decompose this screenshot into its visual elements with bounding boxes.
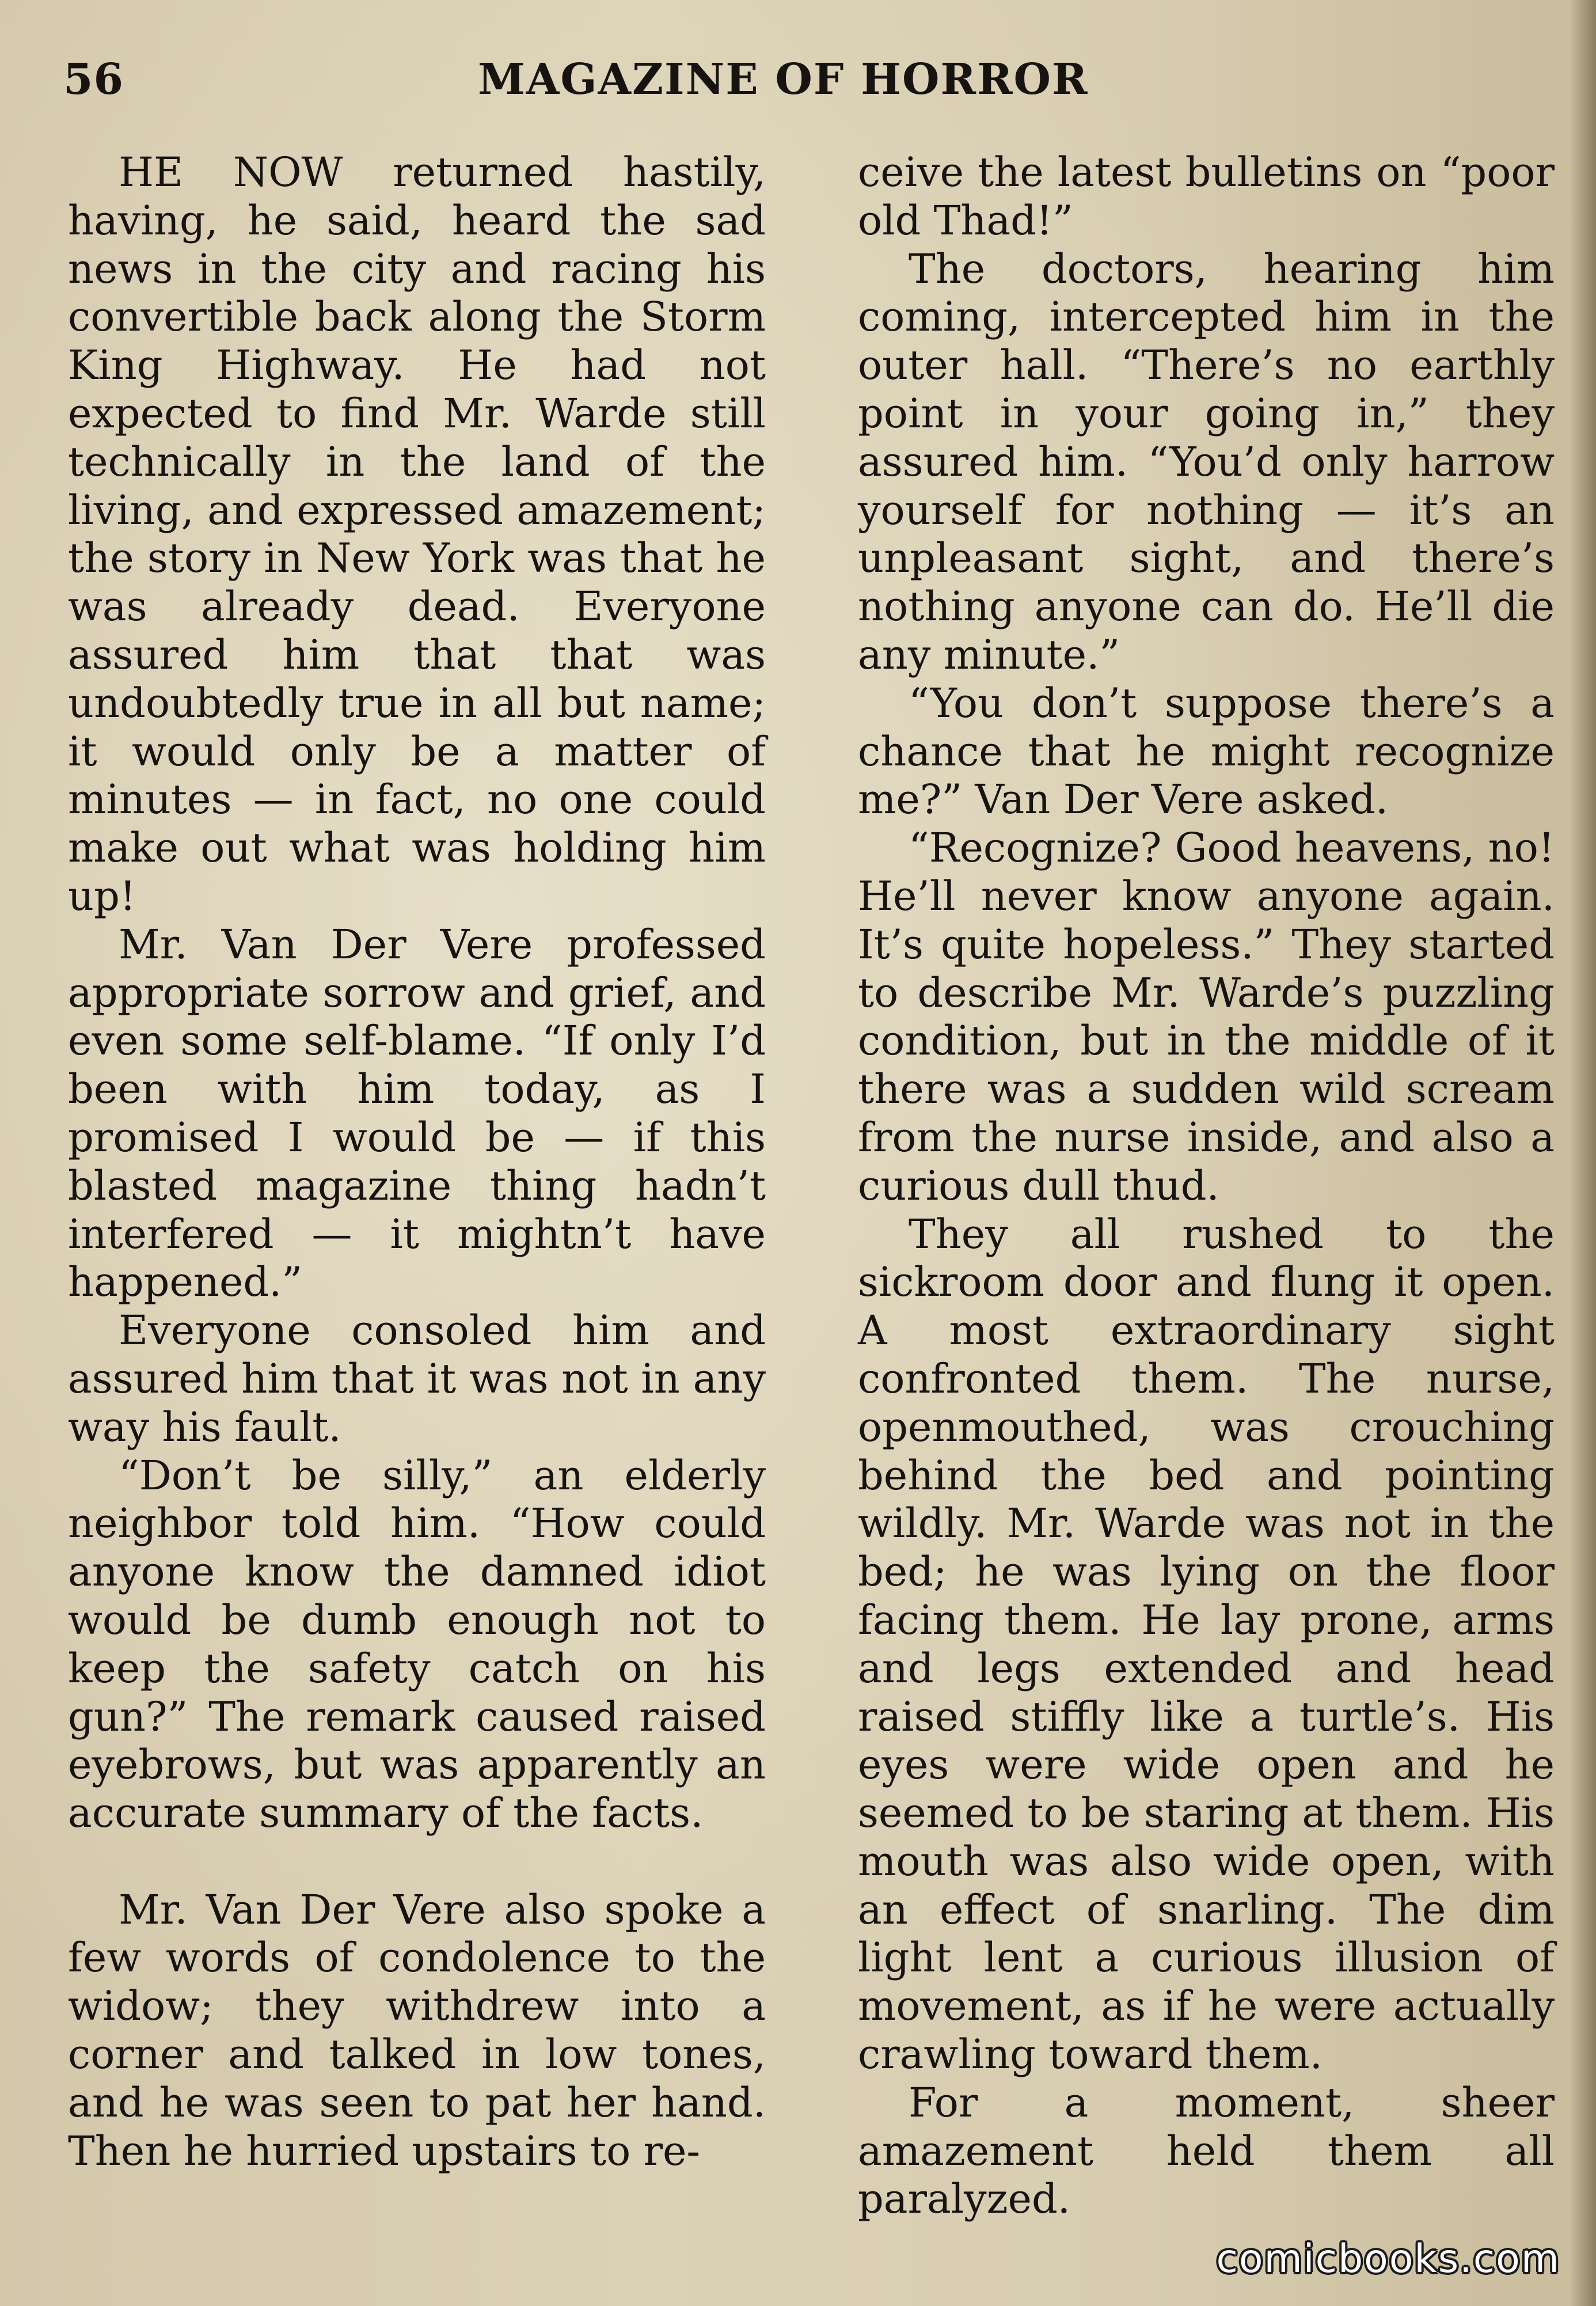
paragraph: The doctors, hearing him coming, intercepted him in the outer hall. “There’s no earthly point in your going in,” they assured him. “You’d only harrow yourself for nothing — it’s an unpleasant sight, and there’s nothing anyone can do. He’ll die any minute.” [858, 245, 1555, 678]
magazine-title: MAGAZINE OF HORROR [478, 55, 1089, 104]
spine-shadow [1570, 0, 1596, 2306]
paragraph: For a moment, sheer amazement held them all paralyzed. [858, 2079, 1555, 2223]
paragraph: “Recognize? Good heavens, no! He’ll never know anyone again. It’s quite hopeless.” They started to describe Mr. Warde’s puzzling condition, but in the middle of it there was a sudden wild scream from the nurse inside, and also a curious dull thud. [858, 824, 1555, 1209]
paragraph: Mr. Van Der Vere professed appropriate sorrow and grief, and even some self-blame. “If only I’d been with him today, as I promised I would be — if this blasted magazine thing hadn’t interfered — it mightn’t have happened.” [68, 920, 766, 1306]
paragraph: HE NOW returned hastily, having, he said, heard the sad news in the city and racing his convertible back along the Storm King Highway. He had not expected to find Mr. Warde still technically in the land of the living, and expressed amazement; the story in New York was that he was already dead. Everyone assured him that that was undoubtedly true in all but name; it would only be a matter of minutes — in fact, no one could make out what was holding him up! [68, 149, 766, 920]
running-head [63, 55, 1549, 118]
left-column [68, 149, 766, 2175]
right-column [858, 149, 1555, 2224]
paragraph: Mr. Van Der Vere also spoke a few words of condolence to the widow; they withdrew into a corner and talked in low tones, and he was seen to pat her hand. Then he hurried upstairs to re- [68, 1886, 766, 2175]
paragraph: They all rushed to the sickroom door and flung it open. A most extraordinary sight confronted them. The nurse, openmouthed, was crouching behind the bed and pointing wildly. Mr. Warde was not in the bed; he was lying on the floor facing them. He lay prone, arms and legs extended and head raised stiffly like a turtle’s. His eyes were wide open and he seemed to be staring at them. His mouth was also wide open, with an effect of snarling. The dim light lent a curious illusion of movement, as if he were actually crawling toward them. [858, 1210, 1555, 2079]
paragraph: “You don’t suppose there’s a chance that he might recognize me?” Van Der Vere asked. [858, 679, 1555, 824]
paragraph: “Don’t be silly,” an elderly neighbor told him. “How could anyone know the damned idiot would be dumb enough not to keep the safety catch on his gun?” The remark caused raised eyebrows, but was apparently an accurate summary of the facts. [68, 1451, 766, 1837]
paragraph: ceive the latest bulletins on “poor old Thad!” [858, 149, 1555, 244]
paragraph: Everyone consoled him and assured him that it was not in any way his fault. [68, 1307, 766, 1451]
watermark: comicbooks.com [1216, 2236, 1560, 2282]
page-number: 56 [63, 55, 124, 104]
